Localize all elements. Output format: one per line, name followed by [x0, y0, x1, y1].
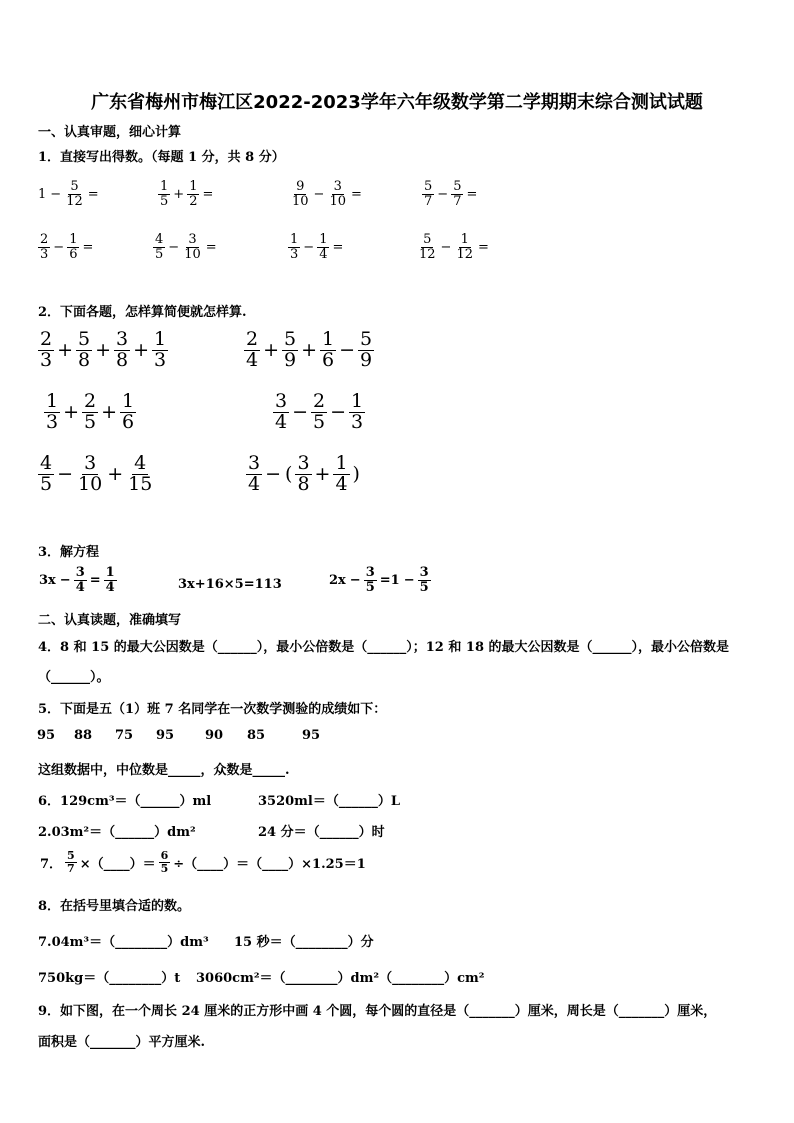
- q8-d: 3060cm²＝（________）dm²（________）cm²: [196, 971, 485, 986]
- q4-line-2: （______）。: [38, 670, 110, 685]
- score-3: 75: [115, 728, 134, 743]
- q1-item-5: $\frac{2}{3}$ − $\frac{1}{6}$ =: [40, 232, 94, 262]
- q2-expr-b: $\frac{2}{4}$ + $\frac{5}{9}$ + $\frac{1}{6}$ − $\frac{5}{9}$: [246, 328, 373, 371]
- q8-label: 8．在括号里填合适的数。: [38, 899, 191, 914]
- q4-line-1: 4．8 和 15 的最大公因数是（______），最小公倍数是（______）；12 和 18 的最大公因数是（______），最小公倍数是: [38, 640, 730, 655]
- q2-label: 2．下面各题，怎样算简便就怎样算.: [38, 305, 247, 320]
- score-7: 95: [302, 728, 321, 743]
- q1-item-4: $\frac{5}{7}$ − $\frac{5}{7}$ =: [424, 179, 478, 209]
- q6-d: 24 分＝（______）时: [258, 825, 385, 840]
- q1-label: 1．直接写出得数。（每题 1 分，共 8 分）: [38, 150, 285, 165]
- q3-label: 3．解方程: [38, 545, 100, 560]
- score-6: 85: [247, 728, 266, 743]
- q1-item-2: $\frac{1}{5}$ + $\frac{1}{2}$ =: [160, 179, 214, 209]
- q5-line-3: 这组数据中，中位数是_____，众数是_____.: [38, 763, 290, 778]
- q2-expr-a: $\frac{2}{3}$ + $\frac{5}{8}$ + $\frac{3}{8}$ + $\frac{1}{3}$: [40, 328, 167, 371]
- q1-item-7: $\frac{1}{3}$ − $\frac{1}{4}$ =: [290, 232, 344, 262]
- score-2: 88: [74, 728, 93, 743]
- q2-expr-e: $\frac{4}{5}$ − $\frac{3}{10}$ + $\frac{4}{15}$: [40, 452, 153, 495]
- q7-line: 7． $\frac{5}{7}$ ×（____）＝ $\frac{6}{5}$ ÷（____）＝（____）×1.25＝1: [40, 849, 366, 875]
- q3-equation-1: 3x − $\frac{3}{4}$ = $\frac{1}{4}$: [39, 565, 115, 595]
- q5-line-1: 5．下面是五（1）班 7 名同学在一次数学测验的成绩如下：: [38, 702, 387, 717]
- score-4: 95: [156, 728, 175, 743]
- score-1: 95: [37, 728, 56, 743]
- q9-line-1: 9．如下图，在一个周长 24 厘米的正方形中画 4 个圆，每个圆的直径是（_______）厘米，周长是（_______）厘米，: [38, 1004, 717, 1019]
- q3-equation-3: 2x − $\frac{3}{5}$ =1 − $\frac{3}{5}$: [329, 565, 429, 595]
- q2-expr-f: $\frac{3}{4}$ − ( $\frac{3}{8}$ + $\frac{1}{4}$ ): [248, 452, 360, 495]
- q6-c: 2.03m²＝（______）dm²: [38, 825, 196, 840]
- section-1-heading: 一、认真审题，细心计算: [38, 125, 182, 140]
- q1-item-6: $\frac{4}{5}$ − $\frac{3}{10}$ =: [155, 232, 217, 262]
- q8-a: 7.04m³＝（________）dm³: [38, 935, 209, 950]
- q6-a: 6．129cm³＝（______）ml: [38, 794, 212, 809]
- q8-b: 15 秒＝（________）分: [234, 935, 374, 950]
- page-title: 广东省梅州市梅江区2022-2023学年六年级数学第二学期期末综合测试试题: [91, 92, 703, 113]
- q9-line-2: 面积是（_______）平方厘米.: [38, 1035, 206, 1050]
- score-5: 90: [205, 728, 224, 743]
- q8-c: 750kg＝（________）t: [38, 971, 181, 986]
- q1-item-1: 1 − $\frac{5}{12}$ =: [38, 179, 99, 209]
- q3-equation-2: 3x+16×5=113: [178, 577, 282, 592]
- section-2-heading: 二、认真读题，准确填写: [38, 613, 182, 628]
- q1-item-3: $\frac{9}{10}$ − $\frac{3}{10}$ =: [292, 179, 362, 209]
- q2-expr-c: $\frac{1}{3}$ + $\frac{2}{5}$ + $\frac{1}{6}$: [46, 390, 135, 433]
- q1-item-8: $\frac{5}{12}$ − $\frac{1}{12}$ =: [419, 232, 489, 262]
- q6-b: 3520ml＝（______）L: [258, 794, 401, 809]
- q2-expr-d: $\frac{3}{4}$ − $\frac{2}{5}$ − $\frac{1}{3}$: [275, 390, 364, 433]
